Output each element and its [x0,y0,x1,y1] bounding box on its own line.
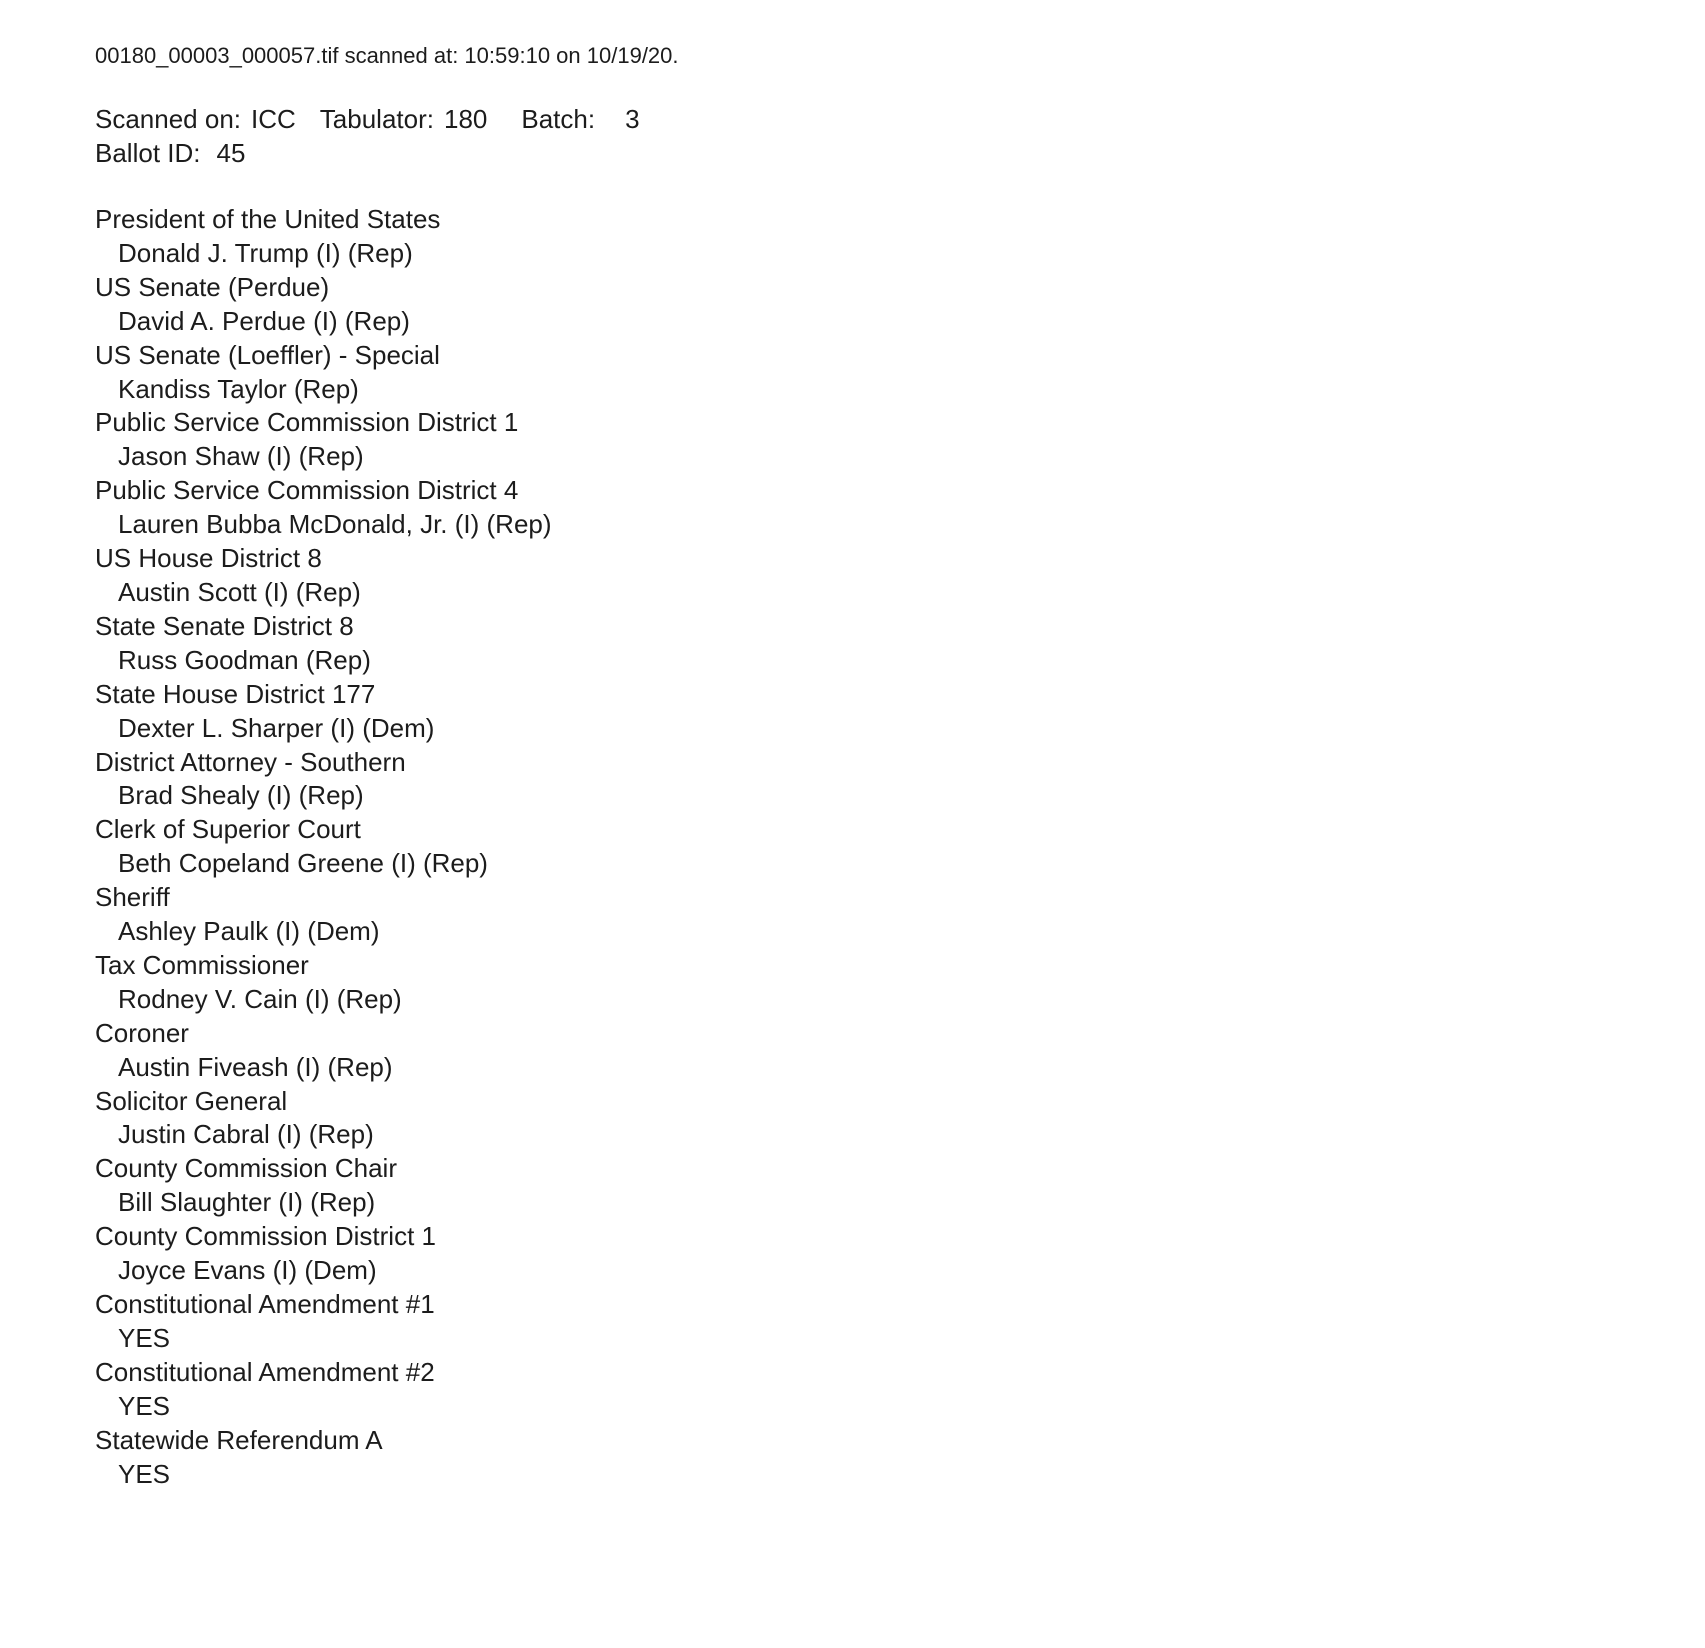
contest-entry [95,271,552,339]
contest-office: President of the United States [95,204,441,234]
batch-value: 3 [625,104,640,134]
contest-selection: Ashley Paulk (I) (Dem) [118,916,380,947]
contest-selection: Austin Scott (I) (Rep) [118,576,361,607]
contest-office: Coroner [95,1017,189,1048]
contest-office: State Senate District 8 [95,610,354,641]
contest-selection: Kandiss Taylor (Rep) [118,373,359,404]
ballot-id-value: 45 [216,138,246,168]
contest-selection: Dexter L. Sharper (I) (Dem) [118,712,435,743]
contest-office: Tax Commissioner [95,949,309,980]
contest-selection: YES [118,1458,171,1489]
contest-selection: Jason Shaw (I) (Rep) [118,441,364,472]
contest-entry [95,678,552,746]
contest-office: Solicitor General [95,1085,288,1116]
contest-office: US Senate (Perdue) [95,271,330,302]
tabulator-label: Tabulator: [319,104,434,134]
contest-entry [95,610,552,678]
contest-entry [95,339,552,407]
ballot-id-label: Ballot ID: [95,138,201,168]
contest-office: State House District 177 [95,678,376,709]
contest-selection: Donald J. Trump (I) (Rep) [118,237,413,268]
contest-entry [95,1288,552,1356]
contest-entry [95,881,552,949]
contest-entry [95,1017,552,1085]
contest-entry [95,474,552,542]
contest-office: Public Service Commission District 1 [95,407,519,438]
contest-entry [95,406,552,474]
contest-office: Sheriff [95,882,170,913]
contest-selection: YES [118,1322,171,1353]
scanned-on-label: Scanned on: [95,104,242,134]
contest-selection: Joyce Evans (I) (Dem) [118,1255,377,1286]
contest-selection: Bill Slaughter (I) (Rep) [118,1187,376,1218]
contest-office: Statewide Referendum A [95,1424,383,1455]
contest-entry [95,746,552,814]
contest-entry [95,1085,552,1153]
contest-selection: Austin Fiveash (I) (Rep) [118,1051,393,1082]
contest-selection: Justin Cabral (I) (Rep) [118,1119,374,1150]
contest-selection: Russ Goodman (Rep) [118,644,371,675]
contest-entry [95,1220,552,1288]
scanned-on-value: ICC [251,104,296,134]
contest-office: District Attorney - Southern [95,746,406,777]
contest-entry [95,813,552,881]
contest-office: US House District 8 [95,543,322,574]
contest-selection: Beth Copeland Greene (I) (Rep) [118,848,488,879]
contest-office: County Commission District 1 [95,1221,436,1252]
scan-file-header: 00180_00003_000057.tif scanned at: 10:59:10 on 10/19/20. [95,43,679,68]
scan-info-line [95,102,640,136]
contest-entry [95,203,552,271]
contest-office: Public Service Commission District 4 [95,475,519,506]
ballot-id-line [95,136,640,170]
contest-entry [95,542,552,610]
contest-office: Clerk of Superior Court [95,814,361,845]
contest-entry [95,949,552,1017]
contest-selection: Brad Shealy (I) (Rep) [118,780,364,811]
contest-entry [95,1152,552,1220]
contest-selection: Lauren Bubba McDonald, Jr. (I) (Rep) [118,509,552,540]
contest-selection: Rodney V. Cain (I) (Rep) [118,983,402,1014]
contest-selection: YES [118,1390,171,1421]
contest-entry [95,1424,552,1492]
contest-list [95,203,552,1491]
contest-office: Constitutional Amendment #1 [95,1289,435,1319]
contest-office: Constitutional Amendment #2 [95,1356,435,1387]
tabulator-value: 180 [443,104,488,134]
contest-selection: David A. Perdue (I) (Rep) [118,305,410,336]
contest-entry [95,1356,552,1424]
batch-label: Batch: [521,104,596,134]
contest-office: US Senate (Loeffler) - Special [95,339,440,370]
contest-office: County Commission Chair [95,1153,397,1184]
scan-meta-block [95,102,640,170]
